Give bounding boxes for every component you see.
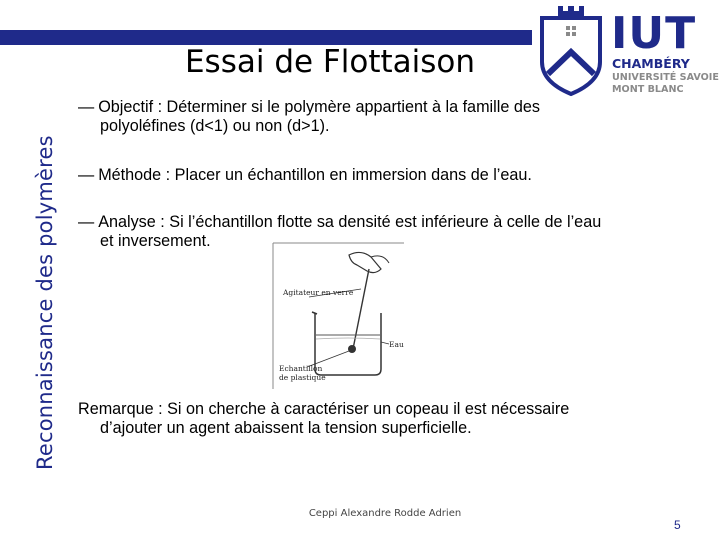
figure-label-stirrer: Agitateur en verre bbox=[283, 288, 354, 297]
logo-iut-text: IUT bbox=[611, 8, 697, 59]
figure-label-sample-line2: de plastique bbox=[279, 373, 326, 382]
figure-label-sample-line1: Echantillon bbox=[279, 364, 323, 373]
side-title: Reconnaissance des polymères bbox=[33, 135, 57, 470]
shield-icon bbox=[536, 4, 606, 99]
paragraph-remark bbox=[78, 400, 678, 438]
figure-label-water: Eau bbox=[389, 340, 404, 349]
analysis-line1: Analyse : Si l’échantillon flotte sa densité est inférieure à celle de l’eau bbox=[98, 213, 602, 231]
objective-line1: Objectif : Déterminer si le polymère appartient à la famille des bbox=[98, 98, 540, 116]
dash-bullet: — bbox=[78, 98, 95, 116]
paragraph-method bbox=[78, 166, 678, 185]
plastic-sample bbox=[348, 345, 356, 353]
beaker bbox=[315, 313, 381, 375]
dash-bullet: — bbox=[78, 166, 95, 184]
iut-logo bbox=[536, 4, 720, 104]
remark-line2: d’ajouter un agent abaissent la tension superficielle. bbox=[100, 419, 472, 437]
beaker-illustration bbox=[271, 241, 406, 391]
logo-university-line2: MONT BLANC bbox=[612, 84, 684, 95]
remark-line1: Remarque : Si on cherche à caractériser un copeau il est nécessaire bbox=[78, 400, 570, 418]
logo-university-line1: UNIVERSITÉ SAVOIE bbox=[612, 72, 719, 83]
objective-line2: polyoléfines (d<1) ou non (d>1). bbox=[100, 117, 330, 135]
slide-title: Essai de Flottaison bbox=[184, 44, 476, 80]
paragraph-objective bbox=[78, 98, 678, 136]
dash-bullet: — bbox=[78, 213, 95, 231]
logo-chambery-text: CHAMBÉRY bbox=[612, 56, 690, 71]
flotation-figure bbox=[271, 241, 406, 391]
stirring-rod bbox=[353, 269, 369, 349]
method-line1: Méthode : Placer un échantillon en immersion dans de l’eau. bbox=[98, 166, 532, 184]
footer-authors: Ceppi Alexandre Rodde Adrien bbox=[308, 508, 462, 519]
logo-university-text bbox=[612, 72, 720, 96]
header-bar bbox=[0, 30, 532, 45]
page-number: 5 bbox=[674, 518, 681, 532]
analysis-line2: et inversement. bbox=[100, 232, 211, 250]
